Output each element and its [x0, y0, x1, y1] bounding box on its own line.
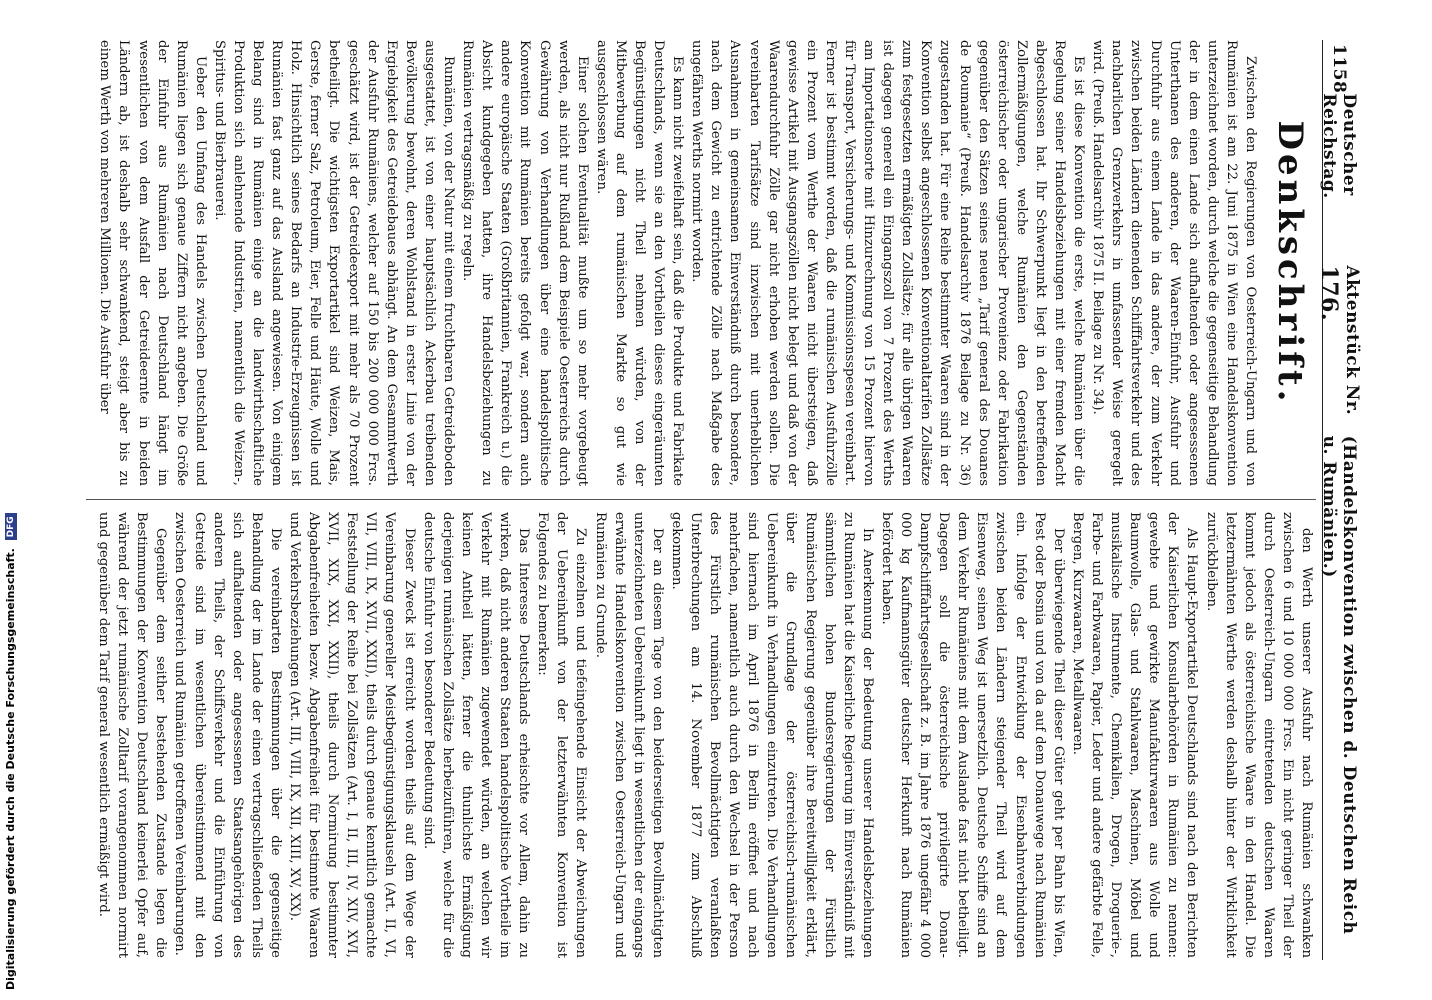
paragraph: Es kann nicht zweifelhaft sein, daß die Produkte und Fabrikate Deutschlands, wenn sie an den Vortheilen dieses eingeräumten Begünstigungen nicht Theil nehmen würden, von der Mitbewerbung auf dem rumänischen Markte so gut wie ausgeschlossen wären.: [593, 40, 686, 486]
paragraph: In Anerkennung der Bedeutung unserer Handelsbeziehungen zu Rumänien hat die Kaiserliche Regierung im Einverständniß mit sämmtlichen hohen Bundesregierungen der Fürstlich Rumänischen Regierung gegenüber ihre Bereitwilligkeit erklärt, über die Grundlage der österreichisch-rumänischen Uebereinkunft in Verhandlungen einzutreten. Die Verhandlungen sind hiernach im April 1876 in Berlin eröffnet und nach mehrfachen, namentlich auch durch den Wechsel in der Person des Fürstlich rumänischen Bevollmächtigten veranlaßten Unterbrechungen am 14. November 1877 zum Abschluß gekommen.: [668, 512, 875, 958]
document-number: 176.: [1316, 265, 1343, 322]
section-prefix: Aktenstück Nr.: [1342, 265, 1363, 416]
page-number: 1158: [1329, 44, 1350, 94]
paragraph: Dieser Zweck ist erreicht worden theils auf dem Wege der Vereinbarung genereller Meistbegünstigungsklauseln (Art. II, VI, VII, VIII, IX, XVII, XXII), theils durch genaue kenntlich gemachte Feststellung der Reihe bei Zollsätzen (Art. I, II, III, IV, XIV, XVI, XVII, XIX, XXI, XXII), theils durch Normirung bestimmter Abgabenfreiheiten bezw. Abgabenfreiheit für bestimmte Waaren und Verkehrsbeziehungen (Art. III, VIII, IX, XII, XIII, XV, XX).: [287, 512, 417, 958]
digitization-credit: [4, 513, 17, 990]
paragraph: Gegenüber dem seither bestehenden Zustande legen die Bestimmungen der Konvention Deutschland keinerlei Opfer auf, während der jetzt rumänische Zolltarif vorangenommen normirt und gegenüber dem Tarif general wesentlich ermäßigt wird.: [96, 512, 169, 958]
paragraph: Einer solchen Eventualität mußte um so mehr vorgebeugt werden, als nicht nur Rußland dem Beispiele Oesterreichs durch Gewährung von Verhandlungen über eine handelspolitische Konvention mit Rumänien bereits gefolgt war, sondern auch andere europäische Staaten (Großbritannien, Frankreich u.) die Absicht kundgegeben hatten, ihre Handelsbeziehungen zu Rumänien vertragsmäßig zu regeln.: [460, 40, 590, 486]
publication-title: Deutscher Reichstag.: [1319, 93, 1360, 199]
paragraph: Die vereinbarten Bestimmungen über die gegenseitige Behandlung der im Lande der einen vertragschließenden Theils sich aufhaltenden oder angesessenen Staatsangehörigen des anderen Theils, der Schiffsverkehr und die Einführung von Getreide sind im wesentlichen übereinstimmend mit den zwischen Oesterreich und Rumänien getroffenen Vereinbarungen.: [172, 512, 283, 958]
page-header: [1316, 40, 1363, 960]
paragraph: Zu einzelnen und tiefeingehende Einsicht der Abweichungen der Uebereinkunft von der letzterwähnten Konvention ist Folgendes zu bemerken:: [535, 512, 589, 958]
paragraph: Als Haupt-Exportartikel Deutschlands sind nach den Berichten der Kaiserlichen Konsularbehörden in Rumänien zu nennen: gewebte und gewirkte Manufakturwaaren aus Wolle und Baumwolle, Glas- und Stahlwaaren, Maschinen, Möbel und musikalische Instrumente, Chemikalien, Drogen, Droguerie-, Farbe- und Farbwaaren, Papier, Leder und andere gefärbte Felle, Bergen, Kurzwaaren, Metallwaaren.: [1069, 512, 1200, 958]
right-column: [84, 512, 1316, 958]
paragraph: Der an diesem Tage von den beiderseitigen Bevollmächtigten unterzeichneten Uebereinkunft liegt in wesentlichen der eingangs erwähnte Handelskonvention zwischen Oesterreich-Ungarn und Rumänien zu Grunde.: [592, 512, 665, 958]
column-divider: [86, 499, 1316, 500]
document-subject: (Handelskonvention zwischen d. Deutschen Reich u. Rumänien.): [1319, 435, 1360, 935]
section-label: [1317, 265, 1363, 435]
document-title: Denkschrift.: [1270, 120, 1310, 406]
paragraph: Zwischen den Regierungen von Oesterreich-Ungarn und von Rumänien ist am 22. Juni 1875 in Wien eine Handelskonvention unterzeichnet worden, durch welche die gegenseitige Behandlung der in dem einen Lande sich aufhaltenden oder angesessenen Unterthanen des anderen, der Waaren-Einfuhr, Ausfuhr und Durchfuhr aus einem Lande in das andere, der zum Verkehr zwischen beiden Ländern dienenden Schifffahrtsverkehr und des nachbarlichen Grenzverkehrs in umfassender Weise geregelt wird. (Preuß. Handelsarchiv 1875 II. Beilage zu Nr. 34).: [1090, 40, 1258, 486]
paragraph: Es ist diese Konvention die erste, welche Rumänien über die Regelung seiner Handelsbeziehungen mit einer fremden Macht abgeschlossen hat. Ihr Schwerpunkt liegt in den betreffenden Zollermäßigungen, welche Rumänien den Gegenständen österreichischer oder ungarischer Provenienz oder Fabrikation gegenüber den Sätzen seines neuen „Tarif general des Douanes de Roumanie“ (Preuß. Handelsarchiv 1876 Beilage zu Nr. 36) zugestanden hat. Für eine Reihe bestimmter Waaren sind in der Konvention selbst angeschlossenen Konventionaltarifen Zollsätze zum festgesetzten ermäßigten Zollsätze; für alle übrigen Waaren ist dagegen generell ein Eingangszoll von 7 Prozent des Werths am Importationsorte mit Hinzurechnung von 15 Prozent hiervon für Transport, Versicherungs- und Kommissionsspesen vereinbart. Ferner ist bestimmt worden, daß die rumänischen Ausfuhrzölle ein Prozent vom Werthe der Waaren nicht übersteigen, daß gewisse Artikel mit Ausgangszöllen nicht belegt und daß von der Waarendurchfuhr Zölle gar nicht erhoben werden sollen. Die vereinbarten Tarifsätze sind inzwischen mit unerheblichen Ausnahmen in gemeinsamen Einverständniß durch besondere, nach dem Gewicht zu entrichtende Zölle nach Maßgabe des ungefähren Werths normirt worden.: [689, 40, 1087, 486]
credit-text: Digitalisierung gefördert durch die Deutsche Forschungsgemeinschaft.: [4, 548, 17, 990]
paragraph: Ueber den Umfang des Handels zwischen Deutschland und Rumänien liegen sich genaue Ziffern nicht angeben. Die Größe der Einfuhr aus Rumänien nach Deutschland hängt im wesentlichen von dem Ausfall der Getreideernte in beiden Ländern ab, ist deshalb sehr schwankend, steigt aber bis zu einem Werth von mehreren Millionen. Die Ausfuhr über: [97, 40, 208, 486]
paragraph: den Werth unserer Ausfuhr nach Rumänien schwanken zwischen 6 und 10 000 000 Frcs. Ein nicht geringer Theil der durch Oesterreich-Ungarn eintretenden deutschen Waaren kommt jedoch als österreichische Waare in den Handel. Die letztermähnten Werthe werden deshalb hinter der Wirklichkeit zurückbleiben.: [1203, 512, 1314, 958]
document-page: [76, 40, 1363, 960]
paragraph: Das Interesse Deutschlands erheischte vor Allem, dahin zu wirken, daß nicht anderen Staaten handelspolitische Vortheile im Verkehr mit Rumänien zugewendet würden, an welchen wir keinen Antheil hätten, ferner die thunlichste Ermäßigung derjenigen rumänischen Zollsätze herbeizuführen, welche für die deutsche Einfuhr von besonderer Bedeutung sind.: [420, 512, 532, 958]
paragraph: Der überwiegende Theil dieser Güter geht per Bahn bis Wien, Pest oder Bosnia und von da auf dem Donauwege nach Rumänien ein. Infolge der Entwicklung der Eisenbahnverbindungen zwischen beiden Ländern steigender Theil wird auf dem Eisenweg, seinen Weg ist unersetzlich. Deutsche Schiffe sind an dem Verkehr Rumäniens mit dem Auslande fast nicht betheiligt. Dagegen soll die österreichische privilegirte Donau-Dampfschifffahrtsgesellschaft z. B. im Jahre 1876 ungefähr 4 000 000 kg Kaufmannsgüter deutscher Herkunft nach Rumänien befördert haben.: [878, 512, 1066, 958]
dfg-logo: DFG: [5, 513, 17, 540]
left-column: [84, 40, 1316, 486]
paragraph: Rumänien, von der Natur mit einem fruchtbaren Getreideboden ausgestattet, ist von einer hauptsächlich Ackerbau treibenden Bevölkerung bewohnt, deren Wohlstand in erster Linie von der Ergiebigkeit des Getreidebaues abhängt. An dem Gesammtwerth der Ausfuhr Rumäniens, welcher auf 150 bis 200 000 000 Frcs. geschätzt wird, ist der Getreideexport mit mehr als 70 Prozent betheiligt. Die wichtigsten Exportartikel sind Weizen, Mais, Gerste, ferner Salz, Petroleum, Eier, Felle und Häute, Wolle und Holz. Hinsichtlich seines Bedarfs an Industrie-Erzeugnissen ist Rumänien fast ganz auf das Ausland angewiesen. Von einigem Belang sind in Rumänien einige an die landwirthschaftliche Produktion sich anlehnende Industrien, namentlich die Weizen-, Spiritus- und Bierbrauerei.: [211, 40, 457, 486]
